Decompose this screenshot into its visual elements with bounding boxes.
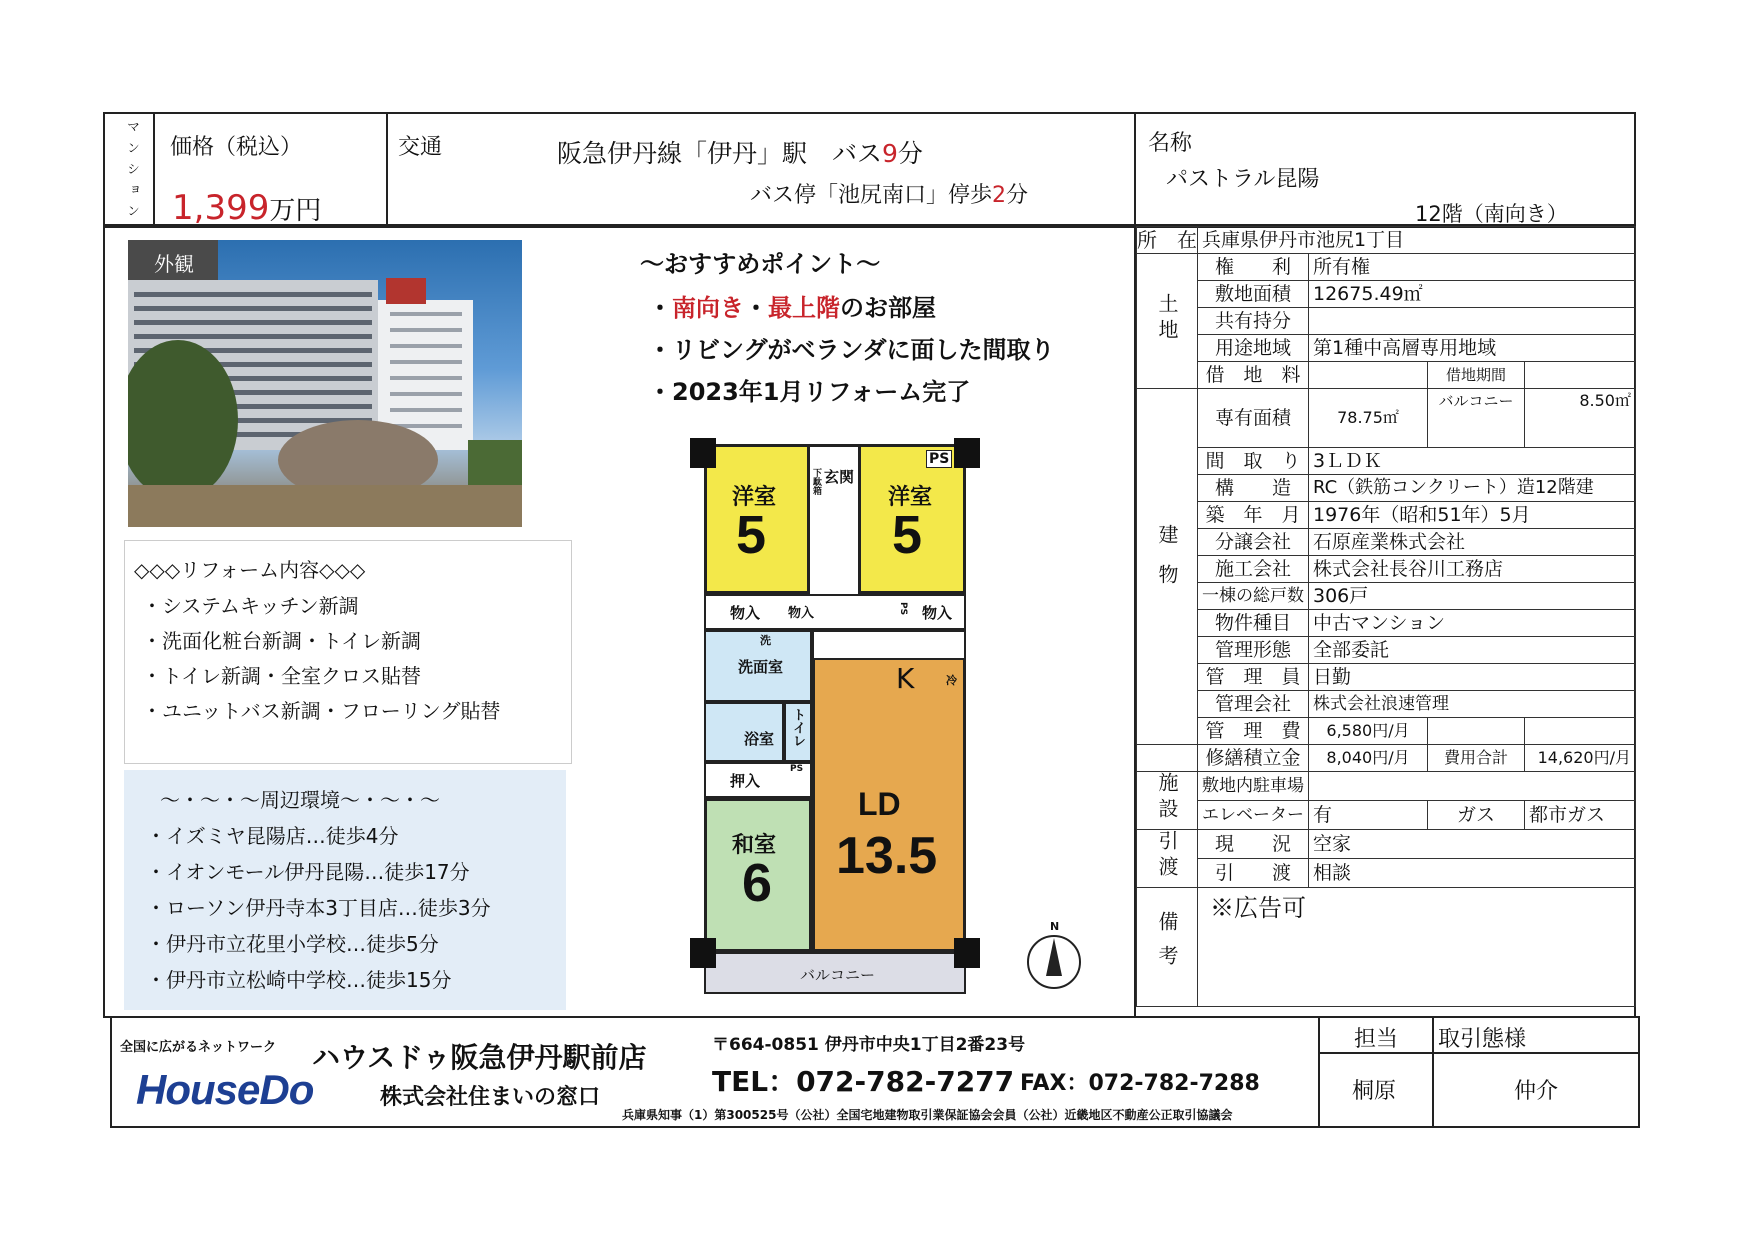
deal-value: 仲介 [1514,1079,1559,1104]
area-label: 専有面積 [1198,389,1309,448]
rent-value [1309,362,1428,389]
storage-1: 物入 [730,604,761,622]
toilet-label: トイレ [790,708,805,747]
exterior-photo [128,240,522,527]
parking-label: 敷地内駐車場 [1198,772,1309,801]
header-divider-3 [1134,112,1136,226]
north-arrow-icon [1024,932,1084,992]
ld-label: LD [858,786,901,822]
rep-label: 担当 [1354,1027,1399,1052]
spec-table [1136,226,1636,1007]
area-value: 78.75㎡ [1309,389,1428,448]
elevator-value: 有 [1309,801,1428,830]
rent-label: 借 地 料 [1198,362,1309,389]
status-value: 空家 [1309,830,1636,859]
price [172,188,321,228]
balcony-label: バルコニー [800,966,876,984]
vertical-label: マンション [124,120,139,225]
gas-value: 都市ガス [1525,801,1636,830]
points-line-2: ・リビングがベランダに面した間取り [648,336,1055,364]
name-label: 名称 [1148,131,1193,156]
shoebox-label: 下駄箱 [811,468,821,495]
surroundings-title: ～・～・～周辺環境～・～・～ [160,788,440,812]
built-label: 築 年 月 [1198,502,1309,529]
seller-value: 石原産業株式会社 [1309,529,1636,556]
surroundings-item-1: ・イズミヤ昆陽店…徒歩4分 [146,824,399,848]
room-western-1-name: 洋室 [732,485,777,510]
header-divider-2 [386,112,388,226]
reform-item-1: ・システムキッチン新調 [142,594,359,618]
japanese-room-name: 和室 [732,833,777,858]
entrance-label: 玄関 [824,468,855,486]
surroundings-item-4: ・伊丹市立花里小学校…徒歩5分 [146,932,439,956]
rep-value: 桐原 [1352,1079,1397,1104]
store-name: ハウスドゥ阪急伊丹駅前店 [312,1041,647,1074]
license: 兵庫県知事（1）第300525号（公社）全国宅地建物取引業保証協会会員（公社）近畿地区不動産公正取引協議会 [622,1108,1233,1122]
bath-label: 浴室 [744,730,775,748]
footer-divider-1 [1318,1016,1320,1128]
price-value: 1,399 [172,188,270,228]
building-illustration [128,240,522,527]
balcony-value: 8.50㎡ [1525,389,1636,448]
share-value [1309,308,1636,335]
location-label: 所 在 [1137,228,1197,252]
right-value: 所有権 [1309,254,1636,281]
floor-plan [690,438,980,998]
type-label: 物件種目 [1198,610,1309,637]
elevator-label: エレベーター [1198,801,1309,830]
housedo-logo: HouseDo [136,1066,314,1113]
price-unit: 万円 [269,196,322,226]
address: 〒664-0851 伊丹市中央1丁目2番23号 [712,1035,1026,1055]
ps-label-2: PS [898,602,908,616]
repair-value: 8,040円/月 [1309,745,1428,772]
surroundings-item-5: ・伊丹市立松崎中学校…徒歩15分 [146,968,452,992]
kitchen-label: K [896,662,915,695]
builder-value: 株式会社長谷川工務店 [1309,556,1636,583]
reform-item-4: ・ユニットバス新調・フローリング貼替 [142,699,501,723]
network-text: 全国に広がるネットワーク [120,1040,277,1055]
remarks-value: ※広告可 [1198,888,1636,1007]
room-western-2-name: 洋室 [888,485,933,510]
handover-category: 引渡 [1137,830,1198,888]
layout-value: 3ＬＤＫ [1309,448,1636,475]
manager-label: 管 理 員 [1198,664,1309,691]
total-label: 費用合計 [1428,745,1525,772]
layout-label: 間 取 り [1198,448,1309,475]
ld-size: 13.5 [836,827,938,885]
status-label: 現 況 [1198,830,1309,859]
pillar-1 [690,438,716,468]
land-category: 土地 [1137,254,1198,389]
builder-label: 施工会社 [1198,556,1309,583]
gas-label: ガス [1428,801,1525,830]
mgmt-co-value: 株式会社浪速管理 [1309,691,1636,718]
parking-value [1309,772,1636,801]
balcony-label: バルコニー [1428,389,1525,448]
footer-divider-2 [1432,1016,1434,1128]
ps-label-3: PS [790,764,804,774]
structure-label: 構 造 [1198,475,1309,502]
handover-label: 引 渡 [1198,859,1309,888]
location-value: 兵庫県伊丹市池尻1丁目 [1198,227,1636,254]
structure-value: RC（鉄筋コンクリート）造12階建 [1309,475,1636,502]
right-label: 権 利 [1198,254,1309,281]
deal-label: 取引態様 [1438,1027,1527,1052]
remarks-category: 備考 [1137,888,1198,1007]
closet-label: 押入 [730,772,761,790]
points-line-1: ・南向き・最上階のお部屋 [648,294,936,322]
mgmt-form-label: 管理形態 [1198,637,1309,664]
building-category: 建物 [1137,389,1198,745]
mgmt-fee-value: 6,580円/月 [1309,718,1428,745]
price-label: 価格（税込） [170,135,303,160]
type-value: 中古マンション [1309,610,1636,637]
room-western-2-size: 5 [892,505,923,565]
transport-label: 交通 [398,135,443,160]
share-label: 共有持分 [1198,308,1309,335]
pillar-3 [690,938,716,968]
header-divider-1 [153,112,155,226]
reform-title: ◇◇◇リフォーム内容◇◇◇ [134,558,366,582]
repair-label: 修繕積立金 [1198,745,1309,772]
tel[interactable]: TEL：072-782-7277 [712,1065,1015,1098]
mgmt-fee-label: 管 理 費 [1198,718,1309,745]
total-value: 14,620円/月 [1525,745,1636,772]
transport-line1: 阪急伊丹線「伊丹」駅 バス9分 [557,139,923,168]
points-line-3: ・2023年1月リフォーム完了 [648,378,971,406]
surroundings-item-3: ・ローソン伊丹寺本3丁目店…徒歩3分 [146,896,491,920]
north-label: N [1050,920,1060,933]
transport-line2: バス停「池尻南口」停歩2分 [750,183,1029,208]
zoning-value: 第1種中高層専用地域 [1309,335,1636,362]
fridge-label: 冷 [946,674,957,687]
rent-period-label: 借地期間 [1428,362,1525,389]
company-name: 株式会社住まいの窓口 [380,1085,601,1110]
manager-value: 日勤 [1309,664,1636,691]
facility-category: 施設 [1137,772,1198,830]
reform-item-3: ・トイレ新調・全室クロス貼替 [142,664,421,688]
fax: FAX：072-782-7288 [1020,1071,1260,1096]
units-value: 306戸 [1309,583,1636,610]
storage-3: 物入 [922,604,953,622]
mgmt-form-value: 全部委託 [1309,637,1636,664]
pillar-4 [954,938,980,968]
japanese-room-size: 6 [742,853,773,913]
reform-item-2: ・洗面化粧台新調・トイレ新調 [142,629,421,653]
kitchen-counter [814,632,964,660]
name-value: パストラル昆陽 [1166,167,1320,192]
pillar-2 [954,438,980,468]
floor-value: 12階（南向き） [1415,202,1568,226]
seller-label: 分譲会社 [1198,529,1309,556]
surroundings-item-2: ・イオンモール伊丹昆陽…徒歩17分 [146,860,470,884]
handover-value: 相談 [1309,859,1636,888]
zoning-label: 用途地域 [1198,335,1309,362]
units-label: 一棟の総戸数 [1198,583,1309,610]
room-western-1-size: 5 [736,505,767,565]
north-arrow [1024,920,1084,990]
mgmt-co-label: 管理会社 [1198,691,1309,718]
wash-label: 洗 [760,634,771,647]
washroom-label: 洗面室 [738,658,784,676]
photo-label: 外観 [154,252,194,276]
ps-label-1: PS [926,450,952,468]
built-value: 1976年（昭和51年）5月 [1309,502,1636,529]
rent-period-value [1525,362,1636,389]
site-area-value: 12675.49㎡ [1309,281,1636,308]
storage-2: 物入 [788,606,815,621]
site-area-label: 敷地面積 [1198,281,1309,308]
points-title: ～おすすめポイント～ [640,250,881,278]
